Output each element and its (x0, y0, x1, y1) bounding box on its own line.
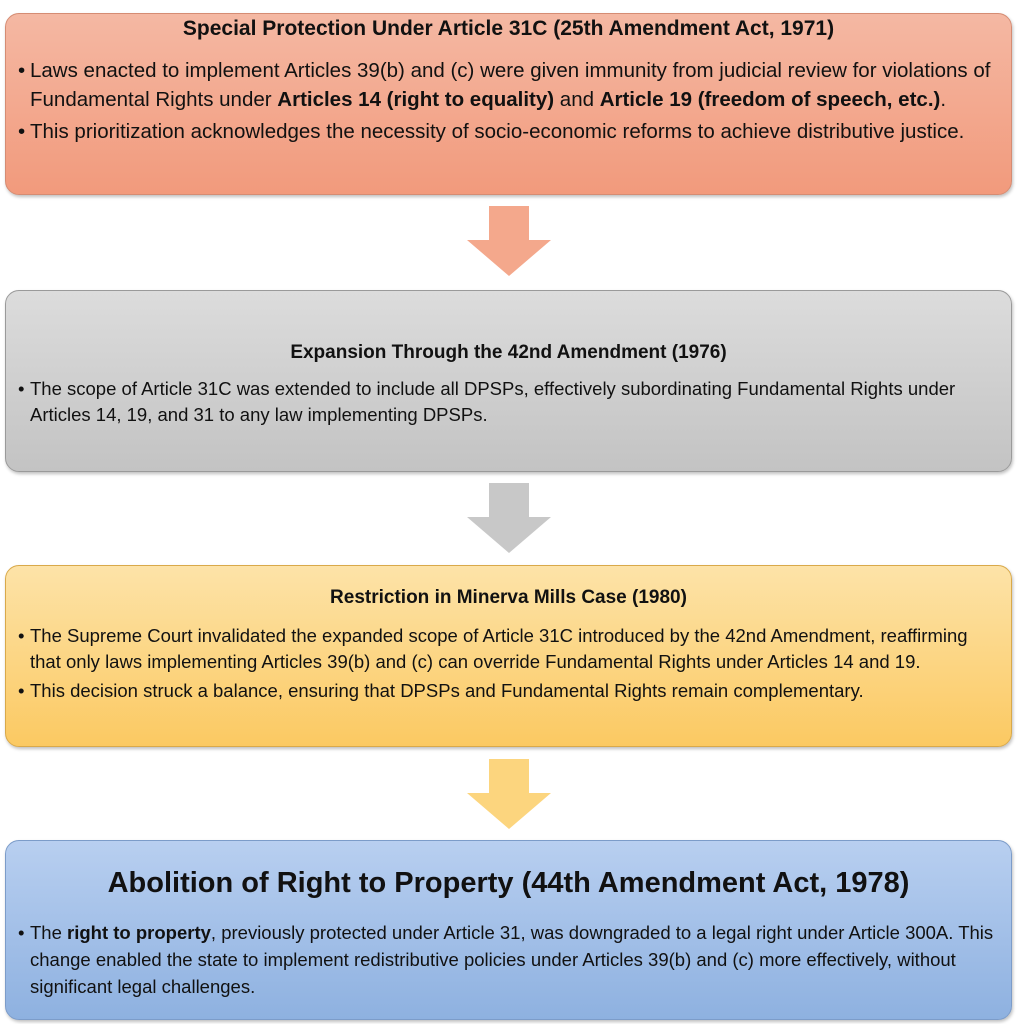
step-title: Expansion Through the 42nd Amendment (1976) (290, 342, 727, 363)
step-box-42nd-amendment (5, 290, 1012, 472)
bullet-item (18, 919, 995, 1000)
bullet-text: and (554, 88, 600, 111)
bullet-item (18, 117, 995, 146)
down-arrow-icon (467, 759, 551, 829)
bullet-text: The Supreme Court invalidated the expanded scope of Article 31C introduced by the 42nd Amendment, reaffirming that only laws implementing Articles 39(b) and (c) can override Fundamental Rights under Articles 14 and 19. (30, 625, 968, 672)
bullet-text-bold: Article 19 (freedom of speech, etc.) (599, 88, 941, 111)
bullet-text: The (30, 922, 68, 943)
bullet-text: , previously protected under Article 31, was downgraded to a legal right under Article 300A. This change enabled the state to implement redistributive policies under Articles 39(b) and (c) more effectively, without significant legal challenges. (30, 922, 994, 997)
arrow-shape (467, 759, 551, 829)
bullet-item (18, 376, 995, 428)
bullet-text-bold: Articles 14 (right to equality) (277, 88, 555, 111)
bullet-text: The scope of Article 31C was extended to include all DPSPs, effectively subordinating Fundamental Rights under Articles 14, 19, and 31 to any law implementing DPSPs. (30, 378, 956, 425)
bullet-item (18, 678, 995, 704)
bullet-item (18, 623, 995, 675)
bullet-text: This prioritization acknowledges the necessity of socio-economic reforms to achieve distributive justice. (30, 120, 965, 143)
bullet-text: . (940, 88, 947, 111)
step-box-right-to-property (5, 840, 1012, 1020)
arrow-shape (467, 483, 551, 553)
bullet-list (18, 376, 995, 428)
down-arrow-icon (467, 483, 551, 553)
bullet-text: Laws enacted to implement Articles 39(b) and (c) were given immunity from judicial review for violations of Fundamental Rights under (30, 59, 991, 111)
step-title: Restriction in Minerva Mills Case (1980) (330, 587, 687, 608)
bullet-list (18, 623, 995, 707)
bullet-text: This decision struck a balance, ensuring that DPSPs and Fundamental Rights remain complementary. (30, 680, 864, 701)
bullet-list (18, 56, 995, 149)
bullet-text-bold: right to property (67, 922, 211, 943)
bullet-item (18, 56, 995, 114)
step-box-article-31c (5, 13, 1012, 195)
step-title: Abolition of Right to Property (44th Amendment Act, 1978) (107, 867, 910, 899)
arrow-shape (467, 206, 551, 276)
down-arrow-icon (467, 206, 551, 276)
step-box-minerva-mills (5, 565, 1012, 747)
bullet-list (18, 919, 995, 1000)
step-title: Special Protection Under Article 31C (25th Amendment Act, 1971) (182, 17, 835, 40)
